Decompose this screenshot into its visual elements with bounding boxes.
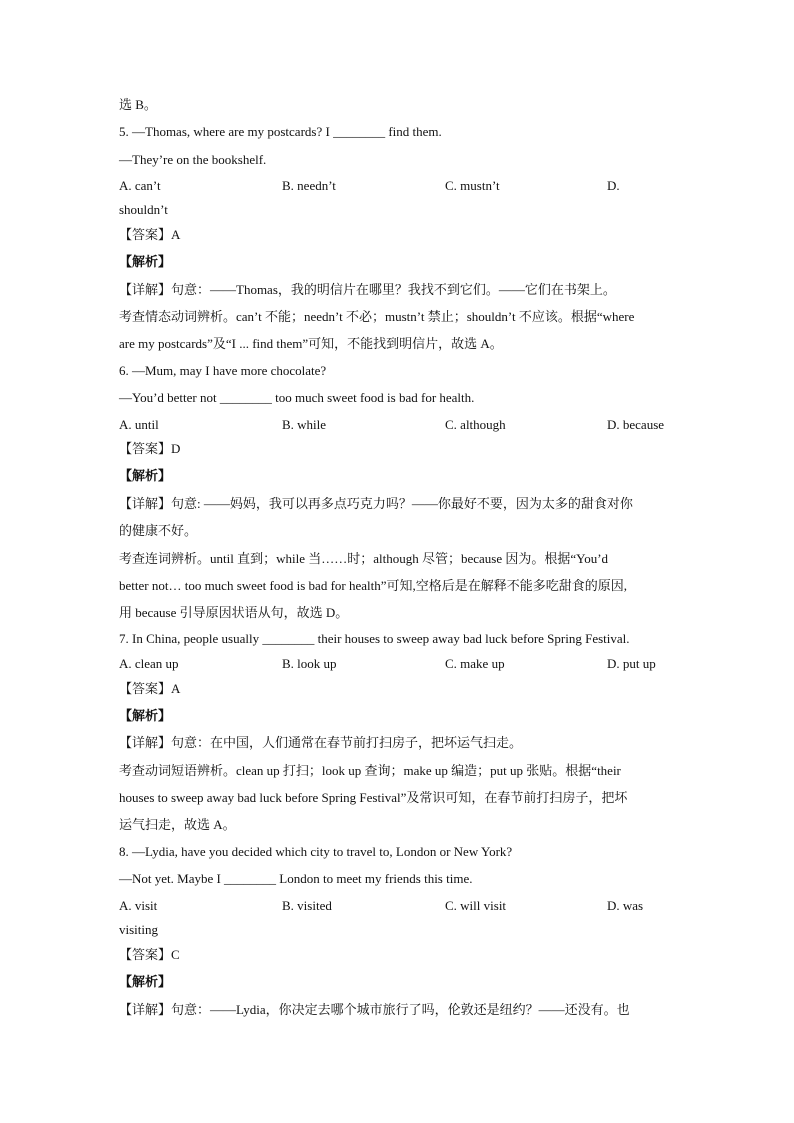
q6-analysis-label: 【解析】	[119, 468, 172, 483]
q6-answer: 【答案】D	[119, 441, 181, 456]
q6-option-b: B. while	[282, 417, 327, 432]
q5-option-a: A. can’t	[119, 178, 161, 193]
q8-option-a: A. visit	[119, 898, 158, 913]
q7-analysis-label: 【解析】	[119, 708, 172, 723]
q6-option-d: D. because	[607, 417, 665, 432]
q7-detail-4: 运气扫走，故选 A。	[119, 817, 236, 832]
q5-detail-3: are my postcards”及“I ... find them”可知，不能找到明信片，故选 A。	[119, 336, 503, 351]
q5-option-d: D.	[607, 178, 620, 193]
question-8-reply: —Not yet. Maybe I ________ London to meet my friends this time.	[119, 871, 473, 886]
question-6: 6. —Mum, may I have more chocolate?	[119, 363, 327, 378]
q8-detail-1: 【详解】句意：——Lydia，你决定去哪个城市旅行了吗，伦敦还是纽约？——还没有。也	[119, 1002, 630, 1017]
q6-detail-4: better not… too much sweet food is bad for health”可知,空格后是在解释不能多吃甜食的原因,	[119, 578, 628, 593]
q8-answer: 【答案】C	[119, 947, 180, 962]
q7-detail-2: 考查动词短语辨析。clean up 打扫；look up 查询；make up 编造；put up 张贴。根据“their	[119, 763, 621, 778]
q5-option-b: B. needn’t	[282, 178, 336, 193]
q7-detail-3: houses to sweep away bad luck before Spring Festival”及常识可知，在春节前打扫房子，把坏	[119, 790, 628, 805]
q8-option-d-wrap: visiting	[119, 922, 159, 937]
prev-answer-tail: 选 B。	[119, 97, 157, 112]
question-8: 8. —Lydia, have you decided which city to travel to, London or New York?	[119, 844, 513, 859]
q5-analysis-label: 【解析】	[119, 254, 172, 269]
q7-option-d: D. put up	[607, 656, 656, 671]
q5-detail-2: 考查情态动词辨析。can’t 不能；needn’t 不必；mustn’t 禁止；shouldn’t 不应该。根据“where	[119, 309, 635, 324]
q8-option-b: B. visited	[282, 898, 332, 913]
q8-analysis-label: 【解析】	[119, 974, 172, 989]
q7-answer: 【答案】A	[119, 681, 181, 696]
question-5-reply: —They’re on the bookshelf.	[119, 152, 267, 167]
q7-detail-1: 【详解】句意：在中国，人们通常在春节前打扫房子，把坏运气扫走。	[119, 735, 523, 750]
q6-option-a: A. until	[119, 417, 159, 432]
q6-detail-1: 【详解】句意: ——妈妈，我可以再多点巧克力吗？——你最好不要，因为太多的甜食对你	[119, 496, 633, 511]
question-7: 7. In China, people usually ________ their houses to sweep away bad luck before Spring Festival.	[119, 631, 630, 646]
q5-detail-1: 【详解】句意：——Thomas，我的明信片在哪里？我找不到它们。——它们在书架上。	[119, 282, 616, 297]
q8-option-d: D. was	[607, 898, 644, 913]
question-5: 5. —Thomas, where are my postcards? I ________ find them.	[119, 124, 442, 139]
question-6-reply: —You’d better not ________ too much sweet food is bad for health.	[119, 390, 475, 405]
q7-option-a: A. clean up	[119, 656, 179, 671]
q6-option-c: C. although	[445, 417, 506, 432]
q5-option-d-wrap: shouldn’t	[119, 202, 168, 217]
q6-detail-5: 用 because 引导原因状语从句，故选 D。	[119, 605, 349, 620]
q7-option-c: C. make up	[445, 656, 505, 671]
q6-detail-3: 考查连词辨析。until 直到；while 当……时；although 尽管；because 因为。根据“You’d	[119, 551, 609, 566]
q7-option-b: B. look up	[282, 656, 337, 671]
q6-detail-2: 的健康不好。	[119, 523, 198, 538]
q5-option-c: C. mustn’t	[445, 178, 500, 193]
q8-option-c: C. will visit	[445, 898, 507, 913]
q5-answer: 【答案】A	[119, 227, 181, 242]
